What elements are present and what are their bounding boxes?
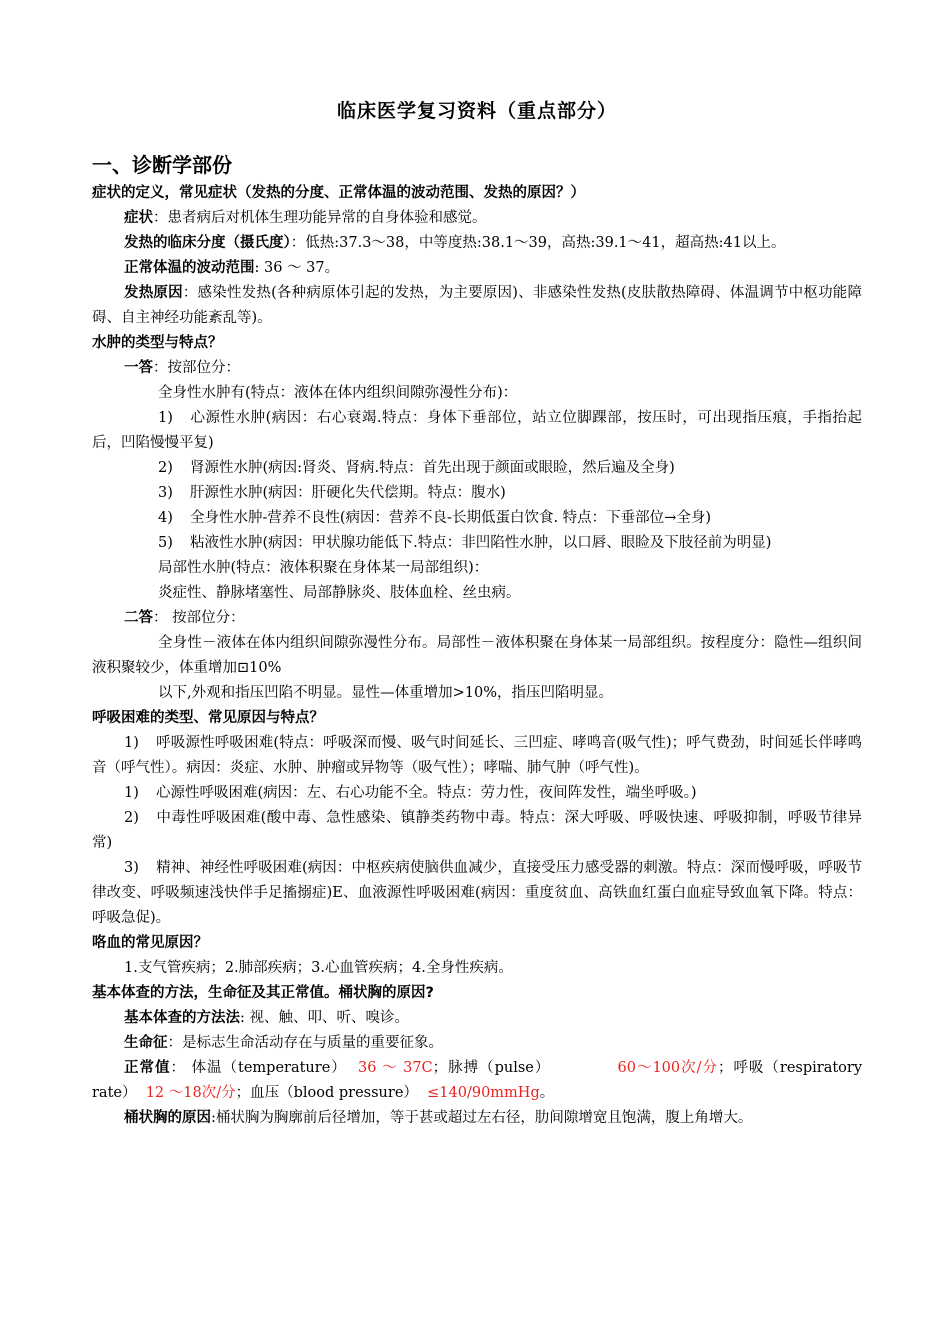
term-text: ：患者病后对机体生理功能异常的自身体验和感觉。: [153, 210, 487, 226]
list-item-number: 3): [124, 860, 139, 876]
resp-value: 12 ～18次/分: [145, 1085, 236, 1101]
list-item-text: 肾源性水肿(病因:肾炎、肾病.特点：首先出现于颜面或眼睑，然后遍及全身): [190, 460, 675, 476]
document-title: 临床医学复习资料（重点部分）: [336, 100, 617, 122]
question-heading: 咯血的常见原因？: [92, 935, 208, 951]
paragraph-local-edema-items: 炎症性、静脉堵塞性、局部静脉炎、肢体血栓、丝虫病。: [158, 585, 521, 601]
list-item: [92, 856, 862, 931]
question-heading: 水肿的类型与特点？: [92, 335, 223, 351]
list-item-text: 中毒性呼吸困难(酸中毒、急性感染、镇静类药物中毒。特点：深大呼吸、呼吸快速、呼吸抑制，呼吸节律异常): [92, 810, 862, 851]
paragraph-answer-2: [92, 606, 862, 631]
term-text: ：按部位分：: [153, 360, 240, 376]
term-label: 基本体查的方法法: [124, 1010, 240, 1026]
term-label: 发热原因: [124, 285, 183, 301]
paragraph-general-edema: 全身性水肿有(特点：液体在体内组织间隙弥漫性分布)：: [158, 385, 518, 401]
term-text: : 视、触、叩、听、嗅诊。: [240, 1010, 409, 1026]
section-heading: 一、诊断学部份: [92, 153, 232, 177]
paragraph-exam-methods: [92, 1006, 862, 1031]
bp-value: ≤140/90mmHg: [427, 1085, 540, 1101]
paragraph-symptom: [92, 206, 862, 231]
paragraph-normal-range: [92, 256, 862, 281]
paragraph-local-edema: 局部性水肿(特点：液体积聚在身体某一局部组织)：: [158, 560, 489, 576]
edema-list: [92, 406, 862, 556]
paragraph-vital-signs: [92, 1031, 862, 1056]
paragraph-hemoptysis: 1.支气管疾病；2.肺部疾病；3.心血管疾病；4.全身性疾病。: [124, 960, 513, 976]
term-text: : 36 ～ 37。: [254, 260, 340, 276]
list-item-text: 肝源性水肿(病因：肝硬化失代偿期。特点：腹水): [190, 485, 506, 501]
list-item-number: 2): [158, 460, 173, 476]
question-heading: 呼吸困难的类型、常见原因与特点？: [92, 710, 324, 726]
temp-label: ： 体温（temperature）: [170, 1060, 347, 1076]
term-label: 症状: [124, 210, 153, 226]
term-text: ： 按部位分：: [153, 610, 245, 626]
term-text: ：低热:37.3～38，中等度热:38.1～39，高热:39.1～41，超高热:41以上。: [290, 235, 786, 251]
term-label: 生命征: [124, 1035, 168, 1051]
term-label: 二答: [124, 610, 153, 626]
term-label: 正常体温的波动范围: [124, 260, 255, 276]
list-item-number: 1): [124, 735, 139, 751]
list-item-text: 心源性呼吸困难(病因：左、右心功能不全。特点：劳力性，夜间阵发性，端坐呼吸。): [156, 785, 697, 801]
paragraph-answer-1: [92, 356, 862, 381]
temp-value: 36 ～ 37C: [357, 1060, 433, 1076]
pulse-label: ；脉搏（pulse）: [432, 1060, 551, 1076]
list-item: [92, 481, 862, 506]
term-text: ：感染性发热(各种病原体引起的发热，为主要原因)、非感染性发热(皮肤散热障碍、体温调节中枢功能障碍、自主神经功能紊乱等)。: [92, 285, 863, 326]
list-item-text: 精神、神经性呼吸困难(病因：中枢疾病使脑供血减少，直接受压力感受器的刺激。特点：深而慢呼吸，呼吸节律改变、呼吸频速浅快伴手足搐搦症)E、血液源性呼吸困难(病因：重度贫血、高铁血红蛋白血症导致血氧下降。特点：呼吸急促)。: [92, 860, 862, 926]
list-item: [92, 456, 862, 481]
list-item-number: 3): [158, 485, 173, 501]
paragraph-fever-cause: [92, 281, 862, 331]
paragraph-answer-2-body: 全身性－液体在体内组织间隙弥漫性分布。局部性－液体积聚在身体某一局部组织。按程度分：隐性—组织间液积聚较少，体重增加⊡10%: [92, 635, 862, 676]
bp-label: ；血压（blood pressure）: [235, 1085, 418, 1101]
list-item: [92, 506, 862, 531]
term-text: :桶状胸为胸廓前后径增加，等于甚或超过左右径，肋间隙增宽且饱满，腹上角增大。: [211, 1110, 753, 1126]
term-label: 一答: [124, 360, 153, 376]
list-item: [92, 731, 862, 781]
list-item-text: 呼吸源性呼吸困难(特点：呼吸深而慢、吸气时间延长、三凹症、哮鸣音(吸气性)；呼气费劲，时间延长伴哮鸣音（呼气性）。病因：炎症、水肿、肿瘤或异物等（吸气性）；哮喘、肺气肿（呼气性)。: [92, 735, 862, 776]
term-text: ：是标志生命活动存在与质量的重要征象。: [167, 1035, 443, 1051]
list-item-number: 1): [124, 785, 139, 801]
resp-label: ；呼吸（respiratory rate）: [92, 1060, 863, 1101]
list-item-text: 心源性水肿(病因：右心衰竭.特点：身体下垂部位，站立位脚踝部，按压时，可出现指压痕，手指抬起后，凹陷慢慢平复): [92, 410, 862, 451]
paragraph-normal-values: [92, 1056, 862, 1106]
list-item-number: 4): [158, 510, 173, 526]
list-item: [92, 806, 862, 856]
question-heading: 症状的定义，常见症状（发热的分度、正常体温的波动范围、发热的原因？）: [92, 185, 585, 201]
list-item: [92, 781, 862, 806]
term-label: 桶状胸的原因: [124, 1110, 211, 1126]
list-item-number: 2): [124, 810, 139, 826]
list-item-number: 5): [158, 535, 173, 551]
list-item: [92, 531, 862, 556]
question-heading: 基本体查的方法，生命征及其正常值。桶状胸的原因?: [92, 985, 434, 1001]
list-item: [92, 406, 862, 456]
pulse-value: 60～100次/分: [617, 1060, 718, 1076]
paragraph-fever-grades: [92, 231, 862, 256]
dyspnea-list: [92, 731, 862, 931]
paragraph-answer-2-cont: 以下,外观和指压凹陷不明显。显性—体重增加>10%，指压凹陷明显。: [158, 685, 613, 701]
paragraph-barrel-chest: [92, 1106, 862, 1131]
list-item-number: 1): [158, 410, 173, 426]
list-item-text: 全身性水肿-营养不良性(病因：营养不良-长期低蛋白饮食. 特点：下垂部位→全身): [190, 510, 711, 526]
term-label: 正常值: [124, 1060, 171, 1076]
list-item-text: 粘液性水肿(病因：甲状腺功能低下.特点：非凹陷性水肿，以口唇、眼睑及下肢径前为明显): [190, 535, 772, 551]
end-mark: 。: [539, 1085, 555, 1101]
term-label: 发热的临床分度（摄氏度）: [124, 235, 291, 251]
